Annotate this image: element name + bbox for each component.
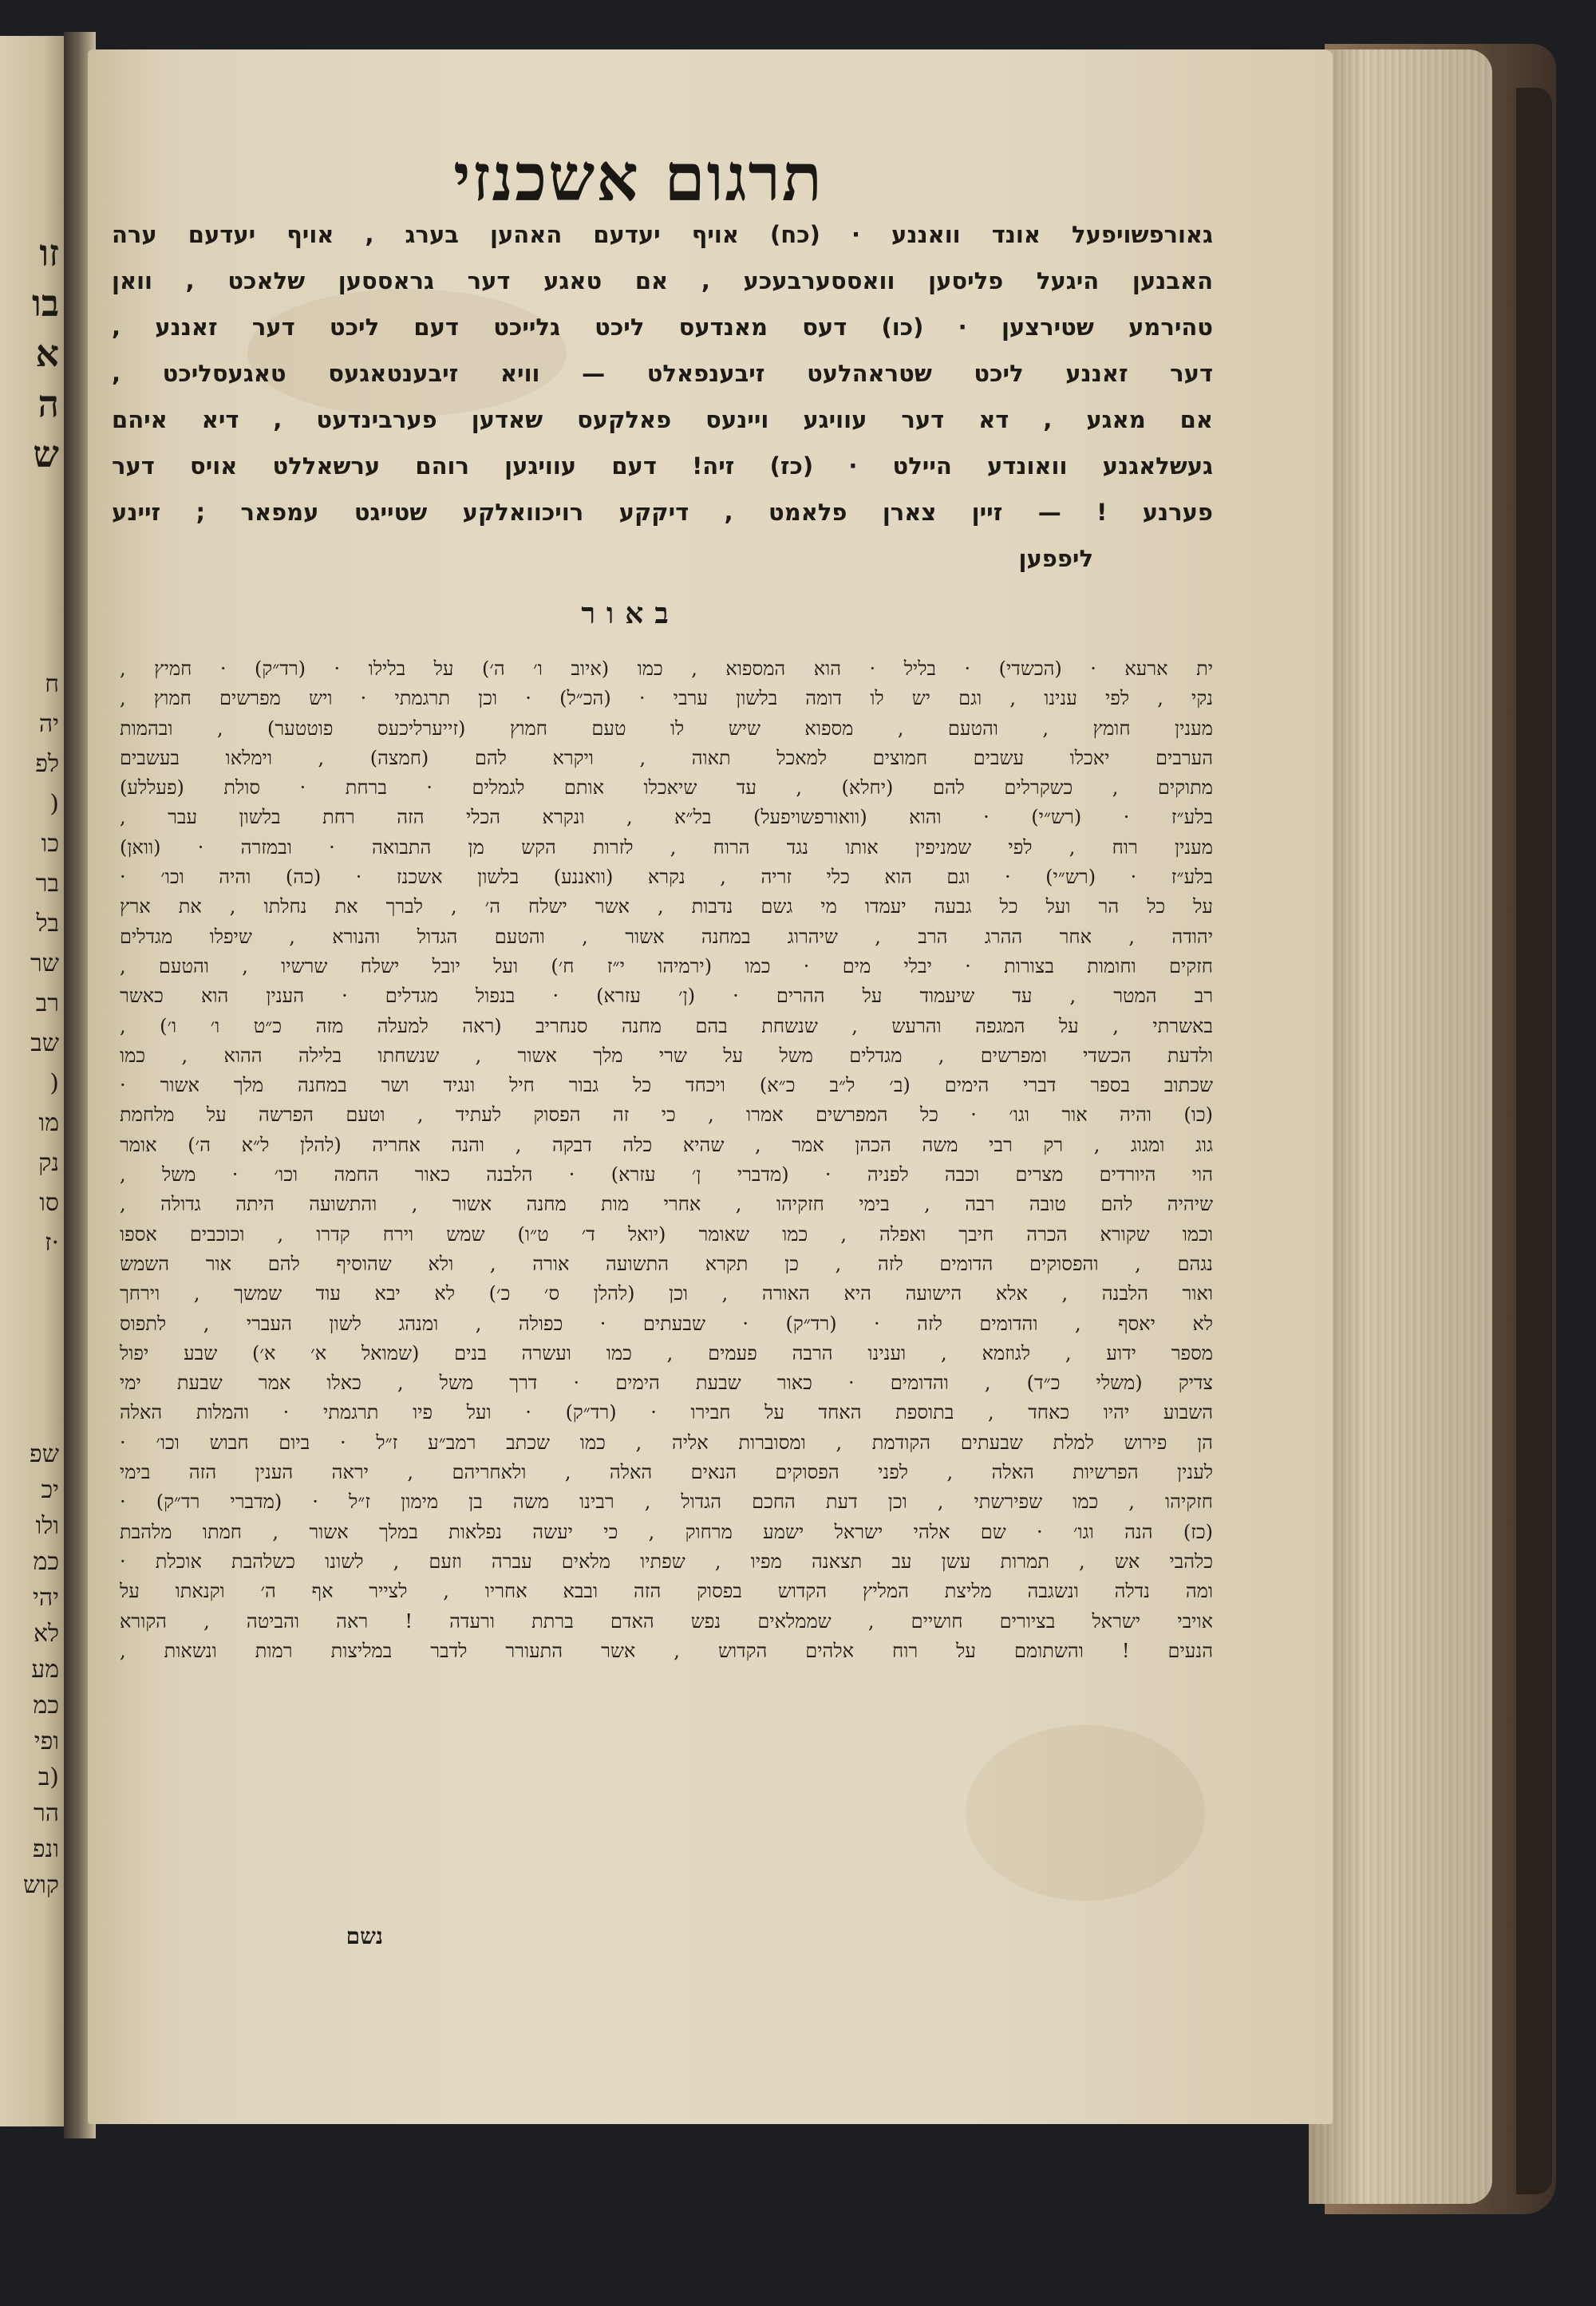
previous-page-text-fragment: ולו [35, 1512, 59, 1540]
translation-line: גאורפשויפעל אונד וואננע · (כח) אויף יעדעם האהען בערג , אויף יעדעם ערה [112, 221, 1213, 248]
commentary-line: נקי , לפי ענינו , וגם יש לו דומה בלשון ערבי · (הכ״ל) · וכן תרגמתי · ויש מפרשים חמוץ , [120, 687, 1213, 710]
commentary-line: חזקים וחומות בצורות · יבלי מים · כמו (ירמיהו י״ז ח׳) ועל יובל ישלח שרשיו , והטעם , [120, 954, 1213, 977]
commentary-line: גוג ומגוג , רק רבי משה הכהן אמר , שהיא כלה דבקה , והנה אחריה (להלן ל״א ה׳) אומר [120, 1133, 1213, 1156]
previous-page-text-fragment: יה [38, 710, 59, 738]
previous-page-text-fragment: ש [33, 432, 59, 476]
previous-page-text-fragment: ·ז [45, 1229, 59, 1257]
translation-line: טהירמע שטירצען · (כו) דעס מאנדעס ליכט גלייכט דעם ליכט דער זאננע , [112, 314, 1213, 341]
commentary-line: על כל הר ועל כל גבעה יעמדו מי גשם נדבות , אשר ישלח ה׳ , לברך את נחלתו , את ארץ [120, 895, 1213, 918]
previous-page-text-fragment: ( [49, 790, 59, 818]
commentary-line: (כז) הנה וגו׳ · שם אלהי ישראל ישמע מרחוק , כי יעשה נפלאות במלך אשור , חמתו מלהבת [120, 1520, 1213, 1543]
commentary-line: מספר ידוע , לגוזמא , וענינו הרבה פעמים , כמו ועשרה בנים (שמואל א׳ א׳) שבע יפול [120, 1341, 1213, 1364]
commentary-line: הערבים יאכלו עשבים חמוצים למאכל תאוה , ויקרא להם (חמצה) , וימלאו בעשבים [120, 746, 1213, 769]
previous-page-text-fragment: שב [30, 1029, 59, 1057]
previous-page-text-fragment: כו [41, 830, 59, 858]
translation-line: אם מאגע , דא דער עוויגע ויינעס פאלקעס שאדען פערבינדעט , דיא איהם [112, 406, 1213, 433]
commentary-line: מענין חומץ , והטעם , מספוא שיש לו טעם חמוץ (זייערליכעס פוטטער) , ובהמות [120, 717, 1213, 740]
previous-page-text-fragment: בר [35, 870, 59, 898]
previous-page-text-fragment: מו [38, 1109, 59, 1137]
previous-page-text-fragment: ( [49, 1069, 59, 1097]
translation-text [112, 211, 1213, 582]
previous-page-text-fragment: ה [38, 382, 59, 425]
commentary-line: בלע״ז · (רש״י) · והוא (וואורפשויפעל) בל״א , ונקרא הכלי הזה רחת בלשון עבר , [120, 806, 1213, 829]
previous-page-text-fragment: לפ [35, 750, 59, 778]
commentary-line: ואור הלבנה , אלא הישועה היא האורה , וכן (להלן ס׳ כ׳) לא יבא עוד שמשך , וירחך [120, 1282, 1213, 1305]
translation-line: דער זאננע ליכט שטראהלעט זיבענפאלט — וויא זיבענטאגעס טאגעסליכט , [112, 360, 1213, 387]
previous-page-text-fragment: נק [38, 1149, 59, 1177]
previous-page-text-fragment: ונפ [32, 1835, 59, 1863]
commentary-line: רב המטר , עד שיעמוד על ההרים · (ן׳ עזרא) · בנפול מגדלים · הענין הוא כאשר [120, 985, 1213, 1008]
previous-page-text-fragment: יהי [33, 1584, 59, 1612]
commentary-line: הנעים ! והשתומם על רוח אלהים הקדוש , אשר התעורר לדבר במליצות רמות ונשאות , [120, 1639, 1213, 1662]
previous-page-text-fragment: ח [45, 670, 59, 698]
commentary-line: מתוקים , כשקרלים להם (יחלא) , עד שיאכלו אותם לגמלים · ברחת · סולת (פעללע) [120, 776, 1213, 800]
previous-page-text-fragment: לא [33, 1620, 59, 1648]
commentary-line: ולדעת הכשדי ומפרשים , מגדלים משל על שרי מלך אשור , שנשחתו בלילה ההוא , כמו [120, 1044, 1213, 1067]
commentary-line: כלהבי אש , תמרות עשן עב תצאנה מפיו , שפתיו מלאים עברה וזעם , לשונו כשלהבת אוכלת · [120, 1550, 1213, 1573]
previous-page-text-fragment: הר [34, 1799, 59, 1827]
commentary-line: שיהיה להם טובה רבה , בימי חזקיהו , אחרי מות מחנה אשור , והתשועה היתה גדולה , [120, 1193, 1213, 1216]
commentary-text [120, 654, 1213, 1666]
previous-page-text-fragment: א [35, 332, 59, 375]
previous-page-text-fragment: סו [39, 1189, 59, 1217]
commentary-line: יהודה , אחר ההרג הרב , שיהרוג במחנה אשור , והטעם הגדול והנורא , שיפלו מגדלים [120, 925, 1213, 948]
book-cover-edge [1516, 88, 1552, 2194]
catchword: נשם [346, 1923, 383, 1949]
commentary-line: הן פירוש למלת שבעתים הקודמת , ומסוברות אליה , כמו שכתב רמב״ע ז״ל · ביום חבוש וכו׳ · [120, 1431, 1213, 1454]
previous-page-text-fragment: מע [31, 1656, 59, 1684]
previous-page-text-fragment: שפ [30, 1440, 59, 1468]
previous-page-text-fragment: ופי [34, 1728, 59, 1755]
translation-line: געשלאגנע וואונדע היילט · (כז) זיה! דעם עוויגען רוהם ערשאללט אויס דער [112, 452, 1213, 480]
previous-page-text-fragment: בו [32, 282, 59, 325]
previous-page-text-fragment: רב [35, 989, 59, 1017]
previous-page-text-fragment: יכ [41, 1476, 59, 1504]
commentary-line: ומה נדלה ונשגבה מליצת המליץ הקדוש בפסוק הזה ובבא אחריו , לצייר אף ה׳ וקנאתו על [120, 1580, 1213, 1603]
commentary-line: אויבי ישראל בציורים חושיים , שממלאים נפש האדם ברתת ורעדה ! ראה והביטה , הקורא [120, 1609, 1213, 1633]
commentary-line: צדיק (משלי כ״ד) , והדומים · כאור שבעת הימים · דרך משל , כאלו אמר שבעת ימי [120, 1372, 1213, 1395]
fore-edge-shading [1309, 49, 1492, 2204]
previous-page-edge [0, 36, 64, 2126]
commentary-line: לענין הפרשיות האלה , לפני הפסוקים הנאים האלה , ולאחריהם , יראה הענין הזה בימי [120, 1461, 1213, 1484]
commentary-line: נגהם , והפסוקים הדומים לזה , כן תקרא התשועה אורה , ולא שהוסיף להם אור השמש [120, 1252, 1213, 1275]
commentary-line: וכמו שקורא הכרה חיבך ואפלה , כמו שאומר (יואל ד׳ ט״ו) שמש וירח קדרו , וכוכבים אספו [120, 1222, 1213, 1246]
previous-page-text-fragment: שר [30, 950, 59, 977]
commentary-line: חזקיהו , כמו שפירשתי , וכן דעת החכם הגדול , רבינו משה בן מימון ז״ל · (מדברי רד״ק) · [120, 1491, 1213, 1514]
previous-page-text-fragment: (ב [38, 1763, 59, 1791]
commentary-line: שכתוב בספר דברי הימים (ב׳ ל״ב כ״א) ויכחד כל גבור חיל ונגיד ושר במחנה מלך אשור · [120, 1074, 1213, 1097]
previous-page-text-fragment: זו [39, 231, 59, 274]
translation-line: האבנען היגעל פליסען וואססערבעכע , אם טאגע דער גראססען שלאכט , וואן [112, 267, 1213, 294]
commentary-line: (כו) והיה אור וגו׳ · כל המפרשים אמרו , כי זה הפסוק לעתיד , וטעם הפרשה על מלחמת [120, 1104, 1213, 1127]
commentary-heading: באור [581, 597, 680, 630]
translation-line: ליפפען [1018, 545, 1093, 572]
translation-line: פערנע ! — זיין צארן פלאמט , דיקקע רויכוואלקע שטייגט עמפאר ; זיינע [112, 499, 1213, 526]
commentary-line: בלע״ז · (רש״י) · וגם הוא כלי זריה , נקרא (וואננע) בלשון אשכנז · (כה) והיה וכו׳ · [120, 866, 1213, 889]
commentary-line: לא יאסף , והדומים לזה · (רד״ק) · שבעתים · כפולה , ומנהג לשון העברי , לתפוס [120, 1312, 1213, 1335]
commentary-line: מענין רוח , לפי שמניפין אותו נגד הרוח , לזרות הקש מן התבואה · ובמזרה · (וואן) [120, 835, 1213, 859]
previous-page-text-fragment: קוש [23, 1871, 59, 1899]
commentary-line: באשרתי , על המגפה והרעש , שנשחת בהם מחנה סנחריב (ראה למעלה מזה כ״ט ו׳ ו׳) , [120, 1014, 1213, 1037]
commentary-line: ית ארעא · (הכשדי) · בליל · הוא המספוא , כמו (איוב ו׳ ה׳) על בלילו · (רד״ק) · חמיץ , [120, 657, 1213, 680]
paper-stain [966, 1725, 1205, 1901]
previous-page-text-fragment: כמ [33, 1692, 59, 1720]
commentary-line: השבוע יהיו כאחד , בתוספת האחד על חבירו · (רד״ק) · ועל פיו תרגמתי · והמלות האלה [120, 1401, 1213, 1424]
previous-page-text-fragment: כמ [33, 1548, 59, 1576]
previous-page-text-fragment: בל [36, 910, 59, 938]
page-title: תרגום אשכנזי [453, 140, 824, 216]
commentary-line: הוי היורדים מצרים וכבה לפניה · (מדברי ן׳ עזרא) · הלבנה כאור החמה וכו׳ · משל , [120, 1163, 1213, 1187]
